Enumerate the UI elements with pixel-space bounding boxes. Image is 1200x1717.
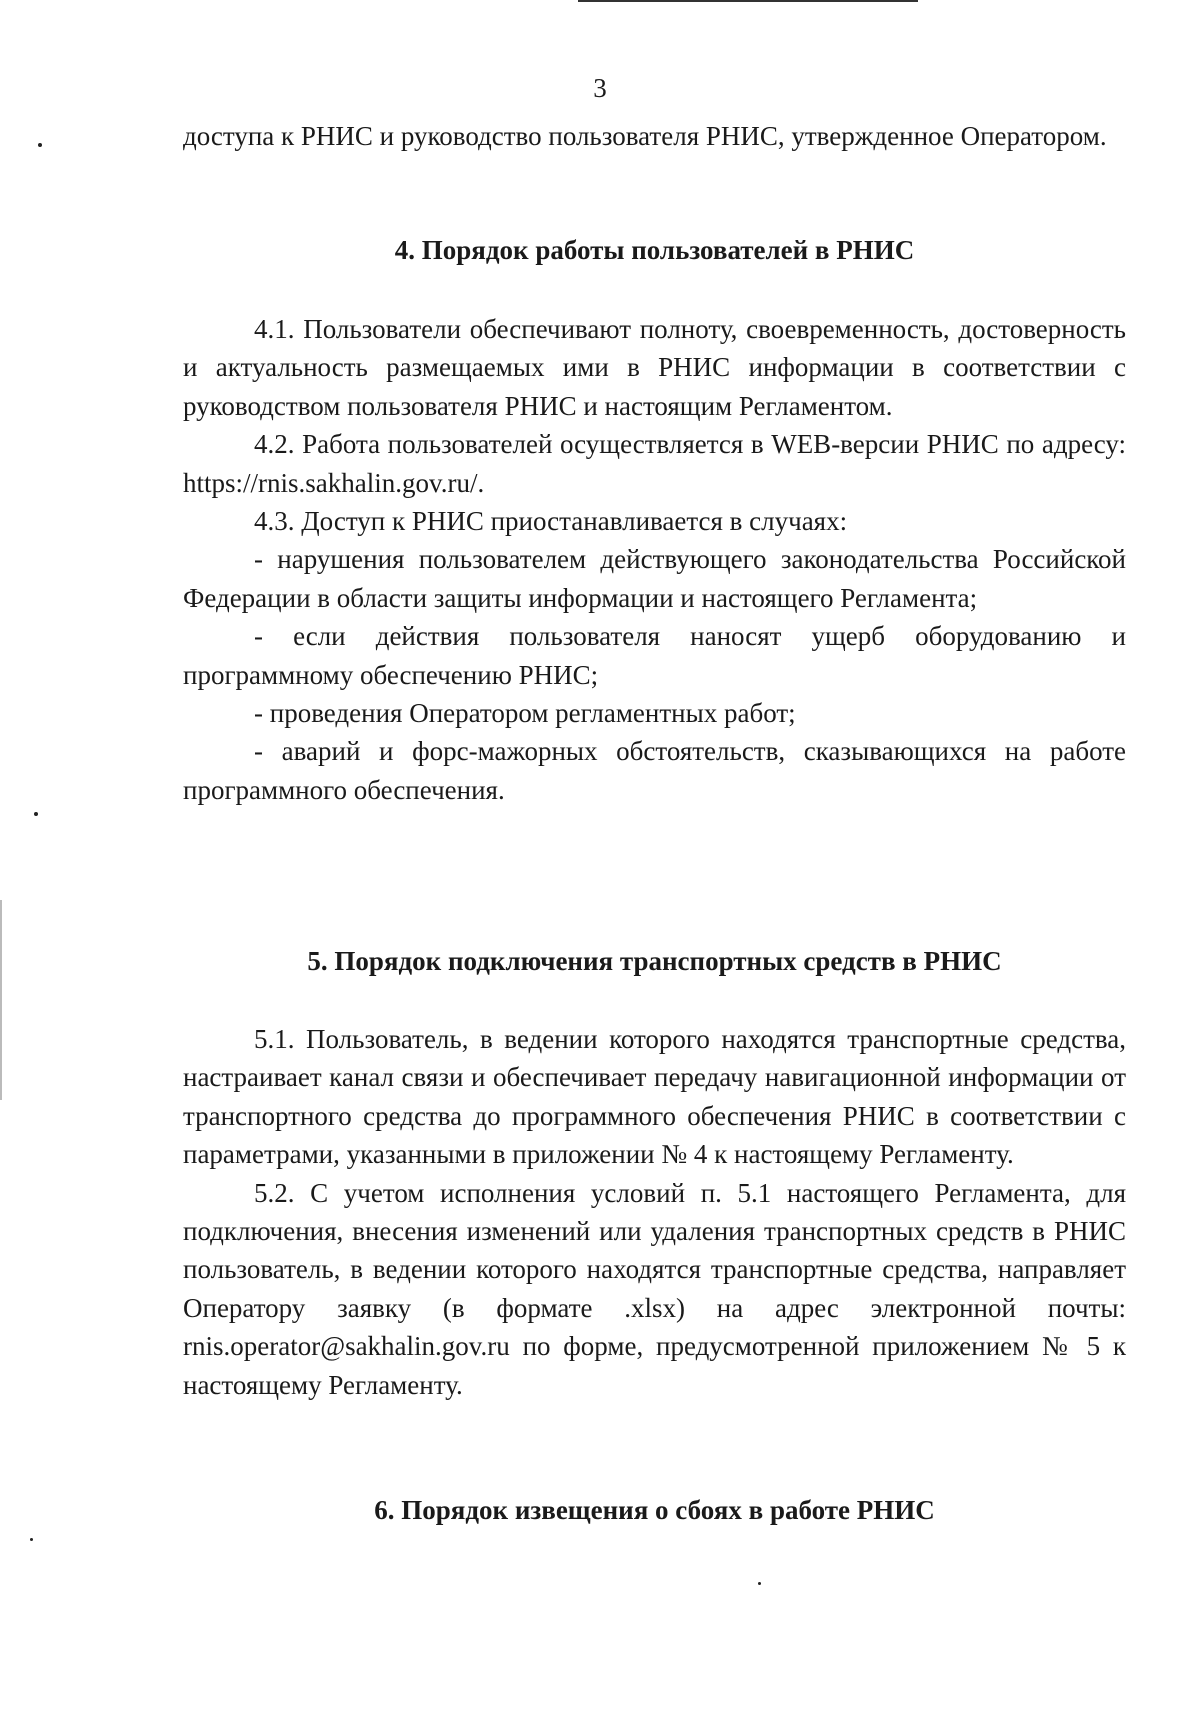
section-6-heading-block [183,1491,1126,1529]
paragraph-5-2: 5.2. С учетом исполнения условий п. 5.1 настоящего Регламента, для подключения, внесения изменений или удаления транспортных средств в РНИС пользователь, в ведении которого находятся транспортные средства, направляет Оператору заявку (в формате .xlsx) на адрес электронной почты: rnis.operator@sakhalin.gov.ru по форме, предусмотренной приложением № 5 к настоящему Регламенту. [183,1177,1126,1400]
paragraph-5-1: 5.1. Пользователь, в ведении которого находятся транспортные средства, настраивает канал связи и обеспечивает передачу навигационной информации от транспортного средства до программного обеспечения РНИС в соответствии с параметрами, указанными в приложении № 4 к настоящему Регламенту. [183,1024,1126,1170]
section-4-body [183,310,1126,809]
scan-speck [758,1582,761,1585]
section-6-heading: 6. Порядок извещения о сбоях в работе РНИС [374,1495,935,1525]
section-5-heading: 5. Порядок подключения транспортных средств в РНИС [307,946,1002,976]
section-5-heading-block [183,942,1126,980]
paragraph-4-1: 4.1. Пользователи обеспечивают полноту, своевременность, достоверность и актуальность размещаемых ими в РНИС информации в соответствии с руководством пользователя РНИС и настоящим Регламентом. [183,314,1126,421]
paragraph-4-3: 4.3. Доступ к РНИС приостанавливается в случаях: [254,506,848,537]
scan-top-rule [578,0,918,2]
page-number: 3 [593,73,607,103]
continuation-paragraph: доступа к РНИС и руководство пользователя РНИС, утвержденное Оператором. [183,121,1107,151]
bullet-item: - аварий и форс-мажорных обстоятельств, сказывающихся на работе программного обеспечения. [183,736,1126,805]
scan-speck [30,1538,33,1541]
section-4-heading: 4. Порядок работы пользователей в РНИС [394,235,915,265]
section-4-heading-block [183,231,1126,269]
bullet-item: - проведения Оператором регламентных работ; [254,698,796,729]
section-5-body [183,1020,1126,1404]
bullet-item: - если действия пользователя наносят ущерб оборудованию и программному обеспечению РНИС; [183,621,1126,690]
scan-left-edge [0,900,2,1100]
bullet-item: - нарушения пользователем действующего законодательства Российской Федерации в области защиты информации и настоящего Регламента; [183,544,1126,613]
continuation-paragraph-block [183,117,1126,155]
scan-speck [38,143,42,147]
scan-speck [34,812,38,816]
paragraph-4-2: 4.2. Работа пользователей осуществляется в WEB-версии РНИС по адресу: https://rnis.sakhalin.gov.ru/. [183,429,1126,498]
